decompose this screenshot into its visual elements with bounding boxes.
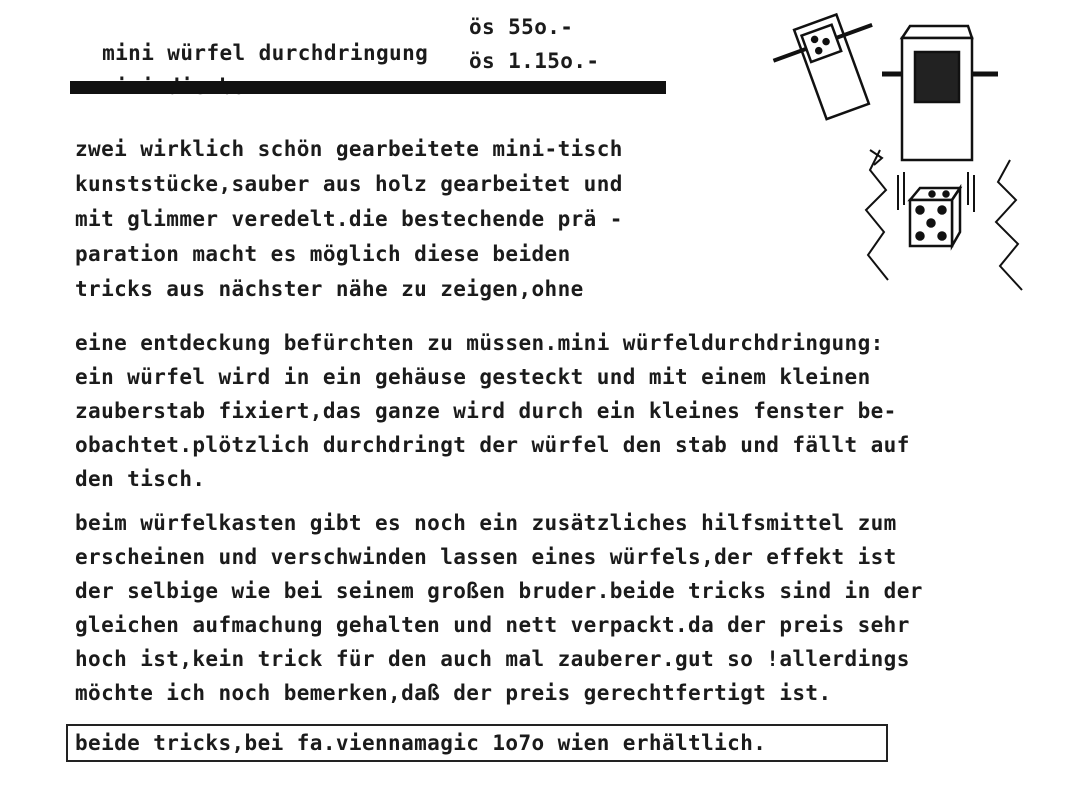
review-line: zwei wirklich schön gearbeitete mini-tisch [75, 137, 623, 161]
review-line: der selbige wie bei seinem großen bruder.beide tricks sind in der [75, 579, 923, 603]
review-line: beim würfelkasten gibt es noch ein zusätzliches hilfsmittel zum [75, 511, 897, 535]
tilted-box-drawing [770, 4, 897, 129]
product-name: mini würfel durchdringung [102, 41, 429, 65]
review-line: gleichen aufmachung gehalten und nett verpackt.da der preis sehr [75, 613, 910, 637]
review-line: obachtet.plötzlich durchdringt der würfel den stab und fällt auf [75, 433, 910, 457]
review-line: kunststücke,sauber aus holz gearbeitet und [75, 172, 623, 196]
review-line: erscheinen und verschwinden lassen eines würfels,der effekt ist [75, 545, 897, 569]
review-line: eine entdeckung befürchten zu müssen.mini würfeldurchdringung: [75, 331, 884, 355]
divider-bar [70, 81, 666, 94]
review-line: möchte ich noch bemerken,daß der preis gerechtfertigt ist. [75, 681, 832, 705]
price-2: ös 1.15o.- [469, 49, 600, 73]
upright-box-drawing [882, 26, 998, 160]
review-line: paration macht es möglich diese beiden [75, 242, 571, 266]
review-line: hoch ist,kein trick für den auch mal zauberer.gut so !allerdings [75, 647, 910, 671]
die-drawing [910, 188, 960, 246]
review-line: ein würfel wird in ein gehäuse gesteckt und mit einem kleinen [75, 365, 871, 389]
price-1: ös 55o.- [469, 15, 574, 39]
review-line: mit glimmer veredelt.die bestechende prä - [75, 207, 623, 231]
review-line: tricks aus nächster nähe zu zeigen,ohne [75, 277, 584, 301]
magic-trick-illustration [770, 0, 1070, 320]
availability-note: beide tricks,bei fa.viennamagic 1o7o wien erhältlich. [75, 731, 767, 755]
review-line: den tisch. [75, 467, 206, 491]
review-line: zauberstab fixiert,das ganze wird durch ein kleines fenster be- [75, 399, 897, 423]
